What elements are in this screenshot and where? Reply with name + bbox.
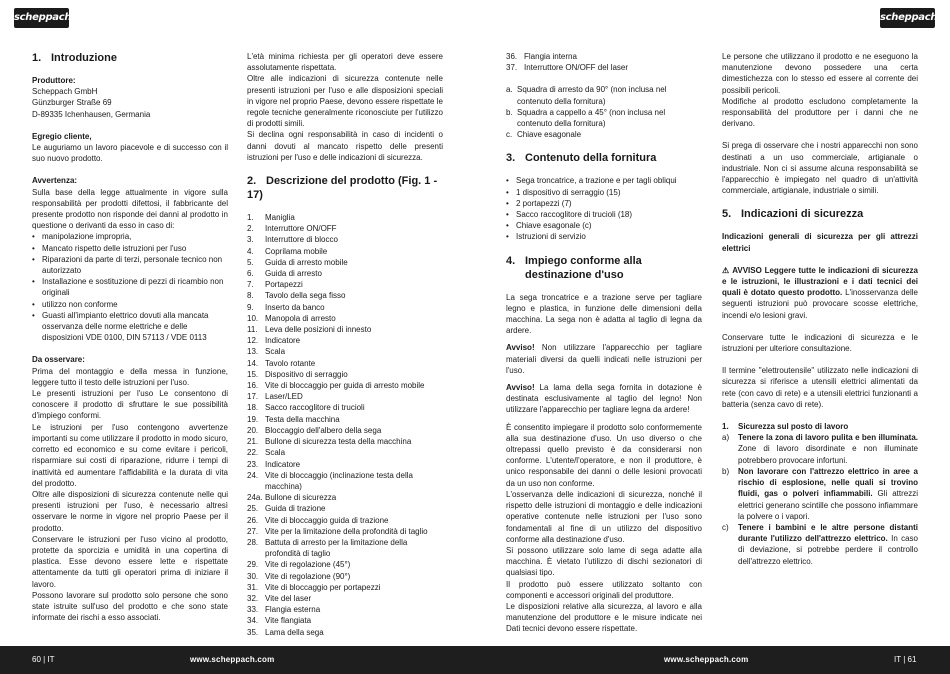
- paragraph: Il termine "elettroutensile" utilizzato nelle indicazioni di sicurezza si riferisce a utensili elettrici alimentati da rete (con cavo di rete) e a utensili elettrici funzionanti a batteria (senza cavo di rete).: [722, 366, 918, 409]
- scheppach-logo-right: scheppach: [880, 8, 935, 28]
- list-item: • Mancato rispetto delle istruzioni per l'uso: [32, 243, 228, 254]
- part-item: 4. Coprilama mobile: [247, 246, 328, 256]
- list-item: • manipolazione impropria,: [32, 231, 228, 242]
- paragraph: La sega troncatrice e a trazione serve per tagliare legno e plastica, in funzione delle dimensioni della macchina. La sega non è adatta al taglio di legna da ardere.: [506, 292, 702, 336]
- paragraph: Si declina ogni responsabilità in caso di incidenti o danni dovuti al mancato rispetto delle presenti istruzioni per l'uso e delle indicazioni di sicurezza.: [247, 130, 443, 162]
- safety-warning: ⚠ AVVISO Leggere tutte le indicazioni di sicurezza e le istruzioni, le illustrazioni e i dati tecnici dei quali è dotato questo prodotto. L'inosservanza delle seguenti istruzioni può provocare scosse elettriche, incendi e/o lesioni gravi.: [722, 265, 919, 320]
- part-item: 17. Laser/LED: [247, 392, 303, 402]
- part-item: 14. Tavolo rotante: [247, 358, 316, 368]
- warning-triangle-icon: ⚠: [722, 265, 730, 275]
- part-item: 19. Testa della macchina: [247, 414, 340, 424]
- paragraph: Si possono utilizzare solo lame di sega adatte alla macchina. È vietato l'utilizzo di dischi sezionatori di qualsiasi tipo.: [506, 545, 702, 578]
- page-number-left: 60 | IT: [32, 655, 55, 664]
- accessory-list: [506, 84, 702, 140]
- warning-paragraph: Avviso! La lama della sega fornita in dotazione è destinata esclusivamente al taglio del legno! Non utilizzare l'apparecchio per tagliare legna da ardere!: [506, 383, 702, 415]
- page-footer: [0, 646, 950, 674]
- part-item: 35. Lama della sega: [247, 627, 324, 637]
- accessory-item: c. Chiave esagonale: [506, 130, 582, 140]
- list-item: • 2 portapezzi (7): [506, 198, 702, 209]
- list-item: • Riparazioni da parte di terzi, personale tecnico non autorizzato: [32, 254, 228, 276]
- paragraph: Il prodotto può essere utilizzato soltanto con componenti e accessori originali del produttore.: [506, 579, 702, 600]
- customer-label: Egregio cliente,: [32, 131, 92, 141]
- column-4: [722, 51, 918, 567]
- warning-paragraph: Avviso! Non utilizzare l'apparecchio per tagliare materiali diversi da quelli indicati nelle istruzioni per l'uso.: [506, 343, 702, 375]
- part-item: 13. Scala: [247, 347, 286, 357]
- accessory-item: a. Squadra di arresto da 90° (non inclusa nel contenuto della fornitura): [506, 85, 667, 106]
- part-item: 25. Guida di trazione: [247, 504, 326, 514]
- part-item: 6. Guida di arresto: [247, 269, 322, 279]
- part-item: 37. Interruttore ON/OFF del laser: [506, 63, 629, 73]
- part-item: 23. Indicatore: [247, 459, 301, 469]
- page-header: [0, 0, 950, 34]
- list-item: • Istruzioni di servizio: [506, 231, 702, 242]
- paragraph: L'età minima richiesta per gli operatori deve essere assolutamente rispettata.: [247, 52, 443, 73]
- part-item: 16. Vite di bloccaggio per guida di arresto mobile: [247, 381, 425, 391]
- section-heading-sicurezza: 5. Indicazioni di sicurezza: [722, 208, 864, 221]
- part-item: 12. Indicatore: [247, 336, 301, 346]
- website-url-left: www.scheppach.com: [190, 655, 275, 664]
- part-item: 28. Battuta di arresto per la limitazione della profondità di taglio: [247, 537, 408, 559]
- part-item: 33. Flangia esterna: [247, 605, 321, 615]
- paragraph: Conservare tutte le indicazioni di sicurezza e le istruzioni per ulteriore consultazione.: [722, 332, 918, 354]
- paragraph: Possono lavorare sul prodotto solo persone che sono state istruite sull'uso del prodotto e che sono state informate dei rischi a esso associati.: [32, 590, 228, 623]
- safety-subheading: Indicazioni generali di sicurezza per gli attrezzi elettrici: [722, 232, 918, 253]
- part-item: 3. Interruttore di blocco: [247, 235, 338, 245]
- list-item: • Guasti all'impianto elettrico dovuti alla mancata osservanza delle norme elettriche e delle disposizioni VDE 0100, DIN 57113 / VDE 0113: [32, 310, 228, 344]
- paragraph: Le persone che utilizzano il prodotto e ne eseguono la manutenzione devono possedere una certa dimestichezza con lo stesso ed essere al corrente dei possibili pericoli.: [722, 52, 918, 95]
- producer-line: Scheppach GmbH: [32, 87, 98, 97]
- warning-text: Sulla base della legge attualmente in vigore sulla responsabilità per prodotti difettosi, il fabbricante del presente prodotto non risponde dei danni al prodotto in questione o derivanti da esso in caso di:: [32, 187, 228, 231]
- parts-list-continued: [506, 51, 702, 73]
- part-item: 9. Inserto da banco: [247, 302, 325, 312]
- page-number-right: IT | 61: [894, 655, 917, 664]
- part-item: 11. Leva delle posizioni di innesto: [247, 325, 372, 335]
- paragraph: Le presenti istruzioni per l'uso Le consentono di conoscere il prodotto di sfruttare le sue possibilità d'impiego conformi.: [32, 389, 228, 421]
- parts-list: [247, 212, 443, 638]
- part-item: 21. Bullone di sicurezza testa della macchina: [247, 437, 412, 447]
- safety-items-list: [722, 432, 918, 566]
- list-item: • 1 dispositivo di serraggio (15): [506, 187, 702, 198]
- producer-line: D-89335 Ichenhausen, Germania: [32, 109, 151, 119]
- part-item: 31. Vite di bloccaggio per portapezzi: [247, 582, 381, 592]
- safety-item: b) Non lavorare con l'attrezzo elettrico in aree a rischio di esplosione, nelle quali si trovino fluidi, gas o polveri infiammabili. Gli attrezzi elettrici generano scintille che possono infiammare la polvere o i vapori.: [722, 466, 918, 521]
- part-item: 34. Vite flangiata: [247, 616, 312, 626]
- producer-label: Produttore:: [32, 76, 76, 85]
- producer-line: Günzburger Straße 69: [32, 98, 112, 108]
- list-item: • utilizzo non conforme: [32, 299, 228, 310]
- part-item: 27. Vite per la limitazione della profondità di taglio: [247, 526, 428, 536]
- part-item: 2. Interruttore ON/OFF: [247, 224, 337, 234]
- paragraph: Le disposizioni relative alla sicurezza, al lavoro e alla manutenzione del produttore e le misure indicate nei Dati tecnici devono essere rispettate.: [506, 601, 702, 634]
- part-item: 7. Portapezzi: [247, 280, 303, 290]
- part-item: 24a. Bullone di sicurezza: [247, 493, 337, 503]
- website-url-right: www.scheppach.com: [664, 655, 749, 664]
- paragraph: Conservare le istruzioni per l'uso vicino al prodotto, protette da sporcizia e umidità in una copertina di plastica. Esse devono essere lette e rispettate attentamente da tutti gli operatori prima di iniziare il lavoro.: [32, 534, 228, 589]
- part-item: 1. Maniglia: [247, 213, 295, 223]
- warning-label: Avvertenza:: [32, 176, 78, 186]
- part-item: 5. Guida di arresto mobile: [247, 257, 348, 267]
- part-item: 22. Scala: [247, 448, 286, 458]
- warning-list: [32, 231, 228, 343]
- list-item: • Sega troncatrice, a trazione e per tagli obliqui: [506, 175, 702, 186]
- safety-subsection-heading: 1. Sicurezza sul posto di lavoro: [722, 422, 849, 432]
- paragraph: Prima del montaggio e della messa in funzione, leggere tutto il testo delle istruzioni per l'uso.: [32, 366, 228, 387]
- part-item: 36. Flangia interna: [506, 52, 577, 61]
- accessory-item: b. Squadra a cappello a 45° (non inclusa nel contenuto della fornitura): [506, 107, 666, 129]
- safety-item: c) Tenere i bambini e le altre persone distanti durante l'utilizzo dell'attrezzo elettrico. In caso di deviazione, si potrebbe perdere il controllo dell'attrezzo elettrico.: [722, 522, 918, 566]
- paragraph: Si prega di osservare che i nostri apparecchi non sono destinati a un uso commerciale, artigianale o industriale. Non ci si assume alcuna responsabilità se l'apparecchio è impiegato nel quadro di un'attività commerciale, artigianale, industriale o simili.: [722, 141, 918, 196]
- list-item: • Chiave esagonale (c): [506, 220, 702, 231]
- safety-item: a) Tenere la zona di lavoro pulita e ben illuminata. Zone di lavoro disordinate e non illuminate potrebbero provocare infortuni.: [722, 433, 918, 465]
- list-item: • Installazione e sostituzione di pezzi di ricambio non originali: [32, 276, 228, 298]
- paragraph: Le istruzioni per l'uso contengono avvertenze importanti su come utilizzare il prodotto in modo sicuro, corretto ed economico e su come evitare i pericoli, risparmiare sui costi di riparazione, ridurre i tempi di inattività ed aumentare l'affidabilità e la durata di vita del prodotto.: [32, 422, 228, 488]
- customer-text: Le auguriamo un lavoro piacevole e di successo con il suo nuovo prodotto.: [32, 143, 228, 164]
- column-3: [506, 51, 702, 635]
- part-item: 20. Bloccaggio dell'albero della sega: [247, 425, 382, 435]
- supply-list: [506, 175, 702, 242]
- paragraph: Oltre alle disposizioni di sicurezza contenute nelle qui presenti istruzioni per l'uso, è necessario altresì osservare le norme in vigore nel proprio Paese per il prodotto.: [32, 489, 228, 533]
- paragraph: Oltre alle indicazioni di sicurezza contenute nelle presenti istruzioni per l'uso e alle disposizioni speciali in vigore nel proprio Paese, devono essere rispettate le regole tecniche generalmente riconosciute per l'utilizzo di prodotti simili.: [247, 74, 443, 129]
- paragraph: È consentito impiegare il prodotto solo conformemente alla sua destinazione d'uso. Un uso diverso o che oltrepassi quello previsto è da considerarsi non conforme. L'utente/l'operatore, e non il produttore, è unico responsabile dei danni o delle lesioni provocati da un uso non conforme.: [506, 422, 702, 488]
- observe-label: Da osservare:: [32, 355, 85, 365]
- section-heading-impiego: 4. Impiego conforme alla destinazione d'uso: [506, 254, 642, 281]
- list-item: • Sacco raccoglitore di trucioli (18): [506, 209, 702, 220]
- part-item: 26. Vite di bloccaggio guida di trazione: [247, 515, 389, 525]
- column-1: [32, 51, 228, 623]
- scheppach-logo-left: scheppach: [14, 8, 69, 28]
- section-heading-introduzione: 1. Introduzione: [32, 52, 117, 64]
- part-item: 8. Tavolo della sega fisso: [247, 291, 346, 301]
- part-item: 24. Vite di bloccaggio (inclinazione testa della macchina): [247, 470, 413, 491]
- part-item: 10. Manopola di arresto: [247, 313, 336, 323]
- part-item: 15. Dispositivo di serraggio: [247, 369, 348, 379]
- section-heading-fornitura: 3. Contenuto della fornitura: [506, 152, 657, 165]
- part-item: 18. Sacco raccoglitore di trucioli: [247, 403, 365, 413]
- part-item: 32. Vite del laser: [247, 593, 312, 603]
- paragraph: L'osservanza delle indicazioni di sicurezza, nonché il rispetto delle istruzioni di montaggio e delle indicazioni operative contenute nelle istruzioni per l'uso sono fondamentali al fine di un utilizzo del dispositivo conforme alla destinazione d'uso.: [506, 489, 702, 544]
- part-item: 29. Vite di regolazione (45°): [247, 560, 351, 570]
- part-item: 30. Vite di regolazione (90°): [247, 571, 351, 581]
- column-2: [247, 51, 443, 638]
- section-heading-descrizione: 2. Descrizione del prodotto (Fig. 1 - 17): [247, 175, 438, 202]
- paragraph: Modifiche al prodotto escludono completamente la responsabilità del produttore per i danni che ne derivano.: [722, 96, 918, 129]
